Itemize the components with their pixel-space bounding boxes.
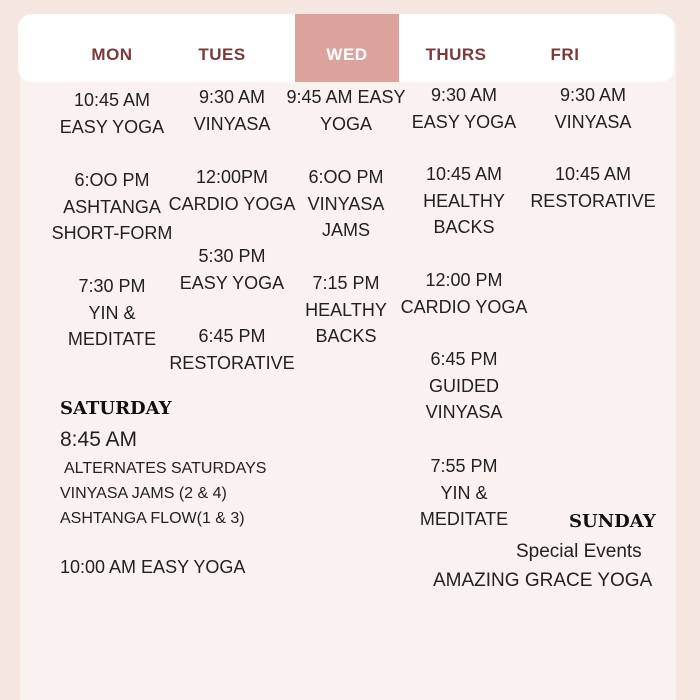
class-name: RESTORATIVE	[530, 190, 656, 211]
class-name: CARDIO YOGA	[400, 296, 528, 317]
class-time: 5:30 PM	[198, 246, 266, 266]
class-name: VINYASA	[193, 113, 271, 134]
saturday-class-line: VINYASA JAMS (2 & 4)	[60, 485, 227, 502]
class-entry	[398, 453, 530, 533]
class-time: 6:OO PM	[308, 167, 384, 187]
class-time: 12:00 PM	[425, 270, 503, 290]
class-time: 6:OO PM	[74, 170, 150, 190]
class-name: BACKS	[433, 217, 495, 237]
class-entry	[282, 84, 410, 137]
day-tab-wed[interactable]: WED	[295, 14, 399, 82]
day-tab-fri[interactable]: FRI	[550, 45, 580, 64]
class-name: YIN &	[88, 302, 136, 323]
class-time: 10:45 AM	[73, 90, 151, 110]
class-name: CARDIO YOGA	[168, 193, 296, 214]
class-name: HEALTHY	[423, 190, 505, 211]
day-tab-thurs[interactable]: THURS	[425, 45, 487, 64]
class-time: 12:00PM	[195, 167, 269, 187]
class-entry	[162, 323, 302, 376]
class-time: 10:45 AM	[425, 164, 503, 184]
saturday-note: ALTERNATES SATURDAYS	[64, 460, 267, 477]
class-name: MEDITATE	[419, 509, 509, 529]
class-time: 9:30 AM	[559, 85, 627, 105]
class-entry	[162, 84, 302, 137]
class-time: 7:15 PM	[312, 273, 380, 293]
class-entry	[398, 346, 530, 426]
class-name: EASY YOGA	[59, 116, 165, 137]
class-name: SHORT-FORM	[51, 223, 173, 243]
class-entry	[282, 270, 410, 350]
class-name: JAMS	[321, 220, 370, 240]
class-time: 6:45 PM	[430, 349, 498, 369]
sunday-line: Special Events	[516, 541, 642, 562]
saturday-second-class: 10:00 AM EASY YOGA	[60, 557, 246, 577]
class-name: VINYASA	[425, 402, 503, 422]
class-time: 9:45 AM EASY	[286, 87, 406, 107]
day-tab-tues[interactable]: TUES	[198, 45, 246, 64]
class-name: HEALTHY	[305, 299, 387, 320]
class-time: 10:45 AM	[554, 164, 632, 184]
sunday-line: AMAZING GRACE YOGA	[433, 570, 653, 591]
saturday-class-line: ASHTANGA FLOW(1 & 3)	[60, 510, 245, 527]
class-entry	[398, 267, 530, 320]
class-name: MEDITATE	[67, 329, 157, 349]
class-name: GUIDED	[428, 375, 499, 396]
class-time: 7:30 PM	[78, 276, 146, 296]
day-tab-mon[interactable]: MON	[91, 45, 133, 64]
class-name: EASY YOGA	[179, 272, 285, 293]
class-name: YOGA	[319, 113, 372, 134]
class-entry	[524, 161, 662, 214]
sunday-heading: SUNDAY	[569, 511, 656, 532]
class-name: RESTORATIVE	[169, 352, 295, 373]
class-time: 9:30 AM	[198, 87, 266, 107]
class-name: ASHTANGA	[63, 196, 161, 217]
class-time: 9:30 AM	[430, 85, 498, 105]
class-name: YIN &	[440, 482, 488, 503]
class-entry	[282, 164, 410, 244]
class-name: BACKS	[315, 326, 377, 346]
class-time: 6:45 PM	[198, 326, 266, 346]
class-entry	[398, 82, 530, 135]
class-name: VINYASA	[307, 193, 385, 214]
saturday-heading: SATURDAY	[60, 398, 172, 419]
saturday-time: 8:45 AM	[60, 428, 138, 451]
class-entry	[524, 82, 662, 135]
class-entry	[398, 161, 530, 241]
class-time: 7:55 PM	[430, 456, 498, 476]
class-name: VINYASA	[554, 111, 632, 132]
class-name: EASY YOGA	[411, 111, 517, 132]
class-entry	[162, 164, 302, 217]
class-entry	[162, 243, 302, 296]
